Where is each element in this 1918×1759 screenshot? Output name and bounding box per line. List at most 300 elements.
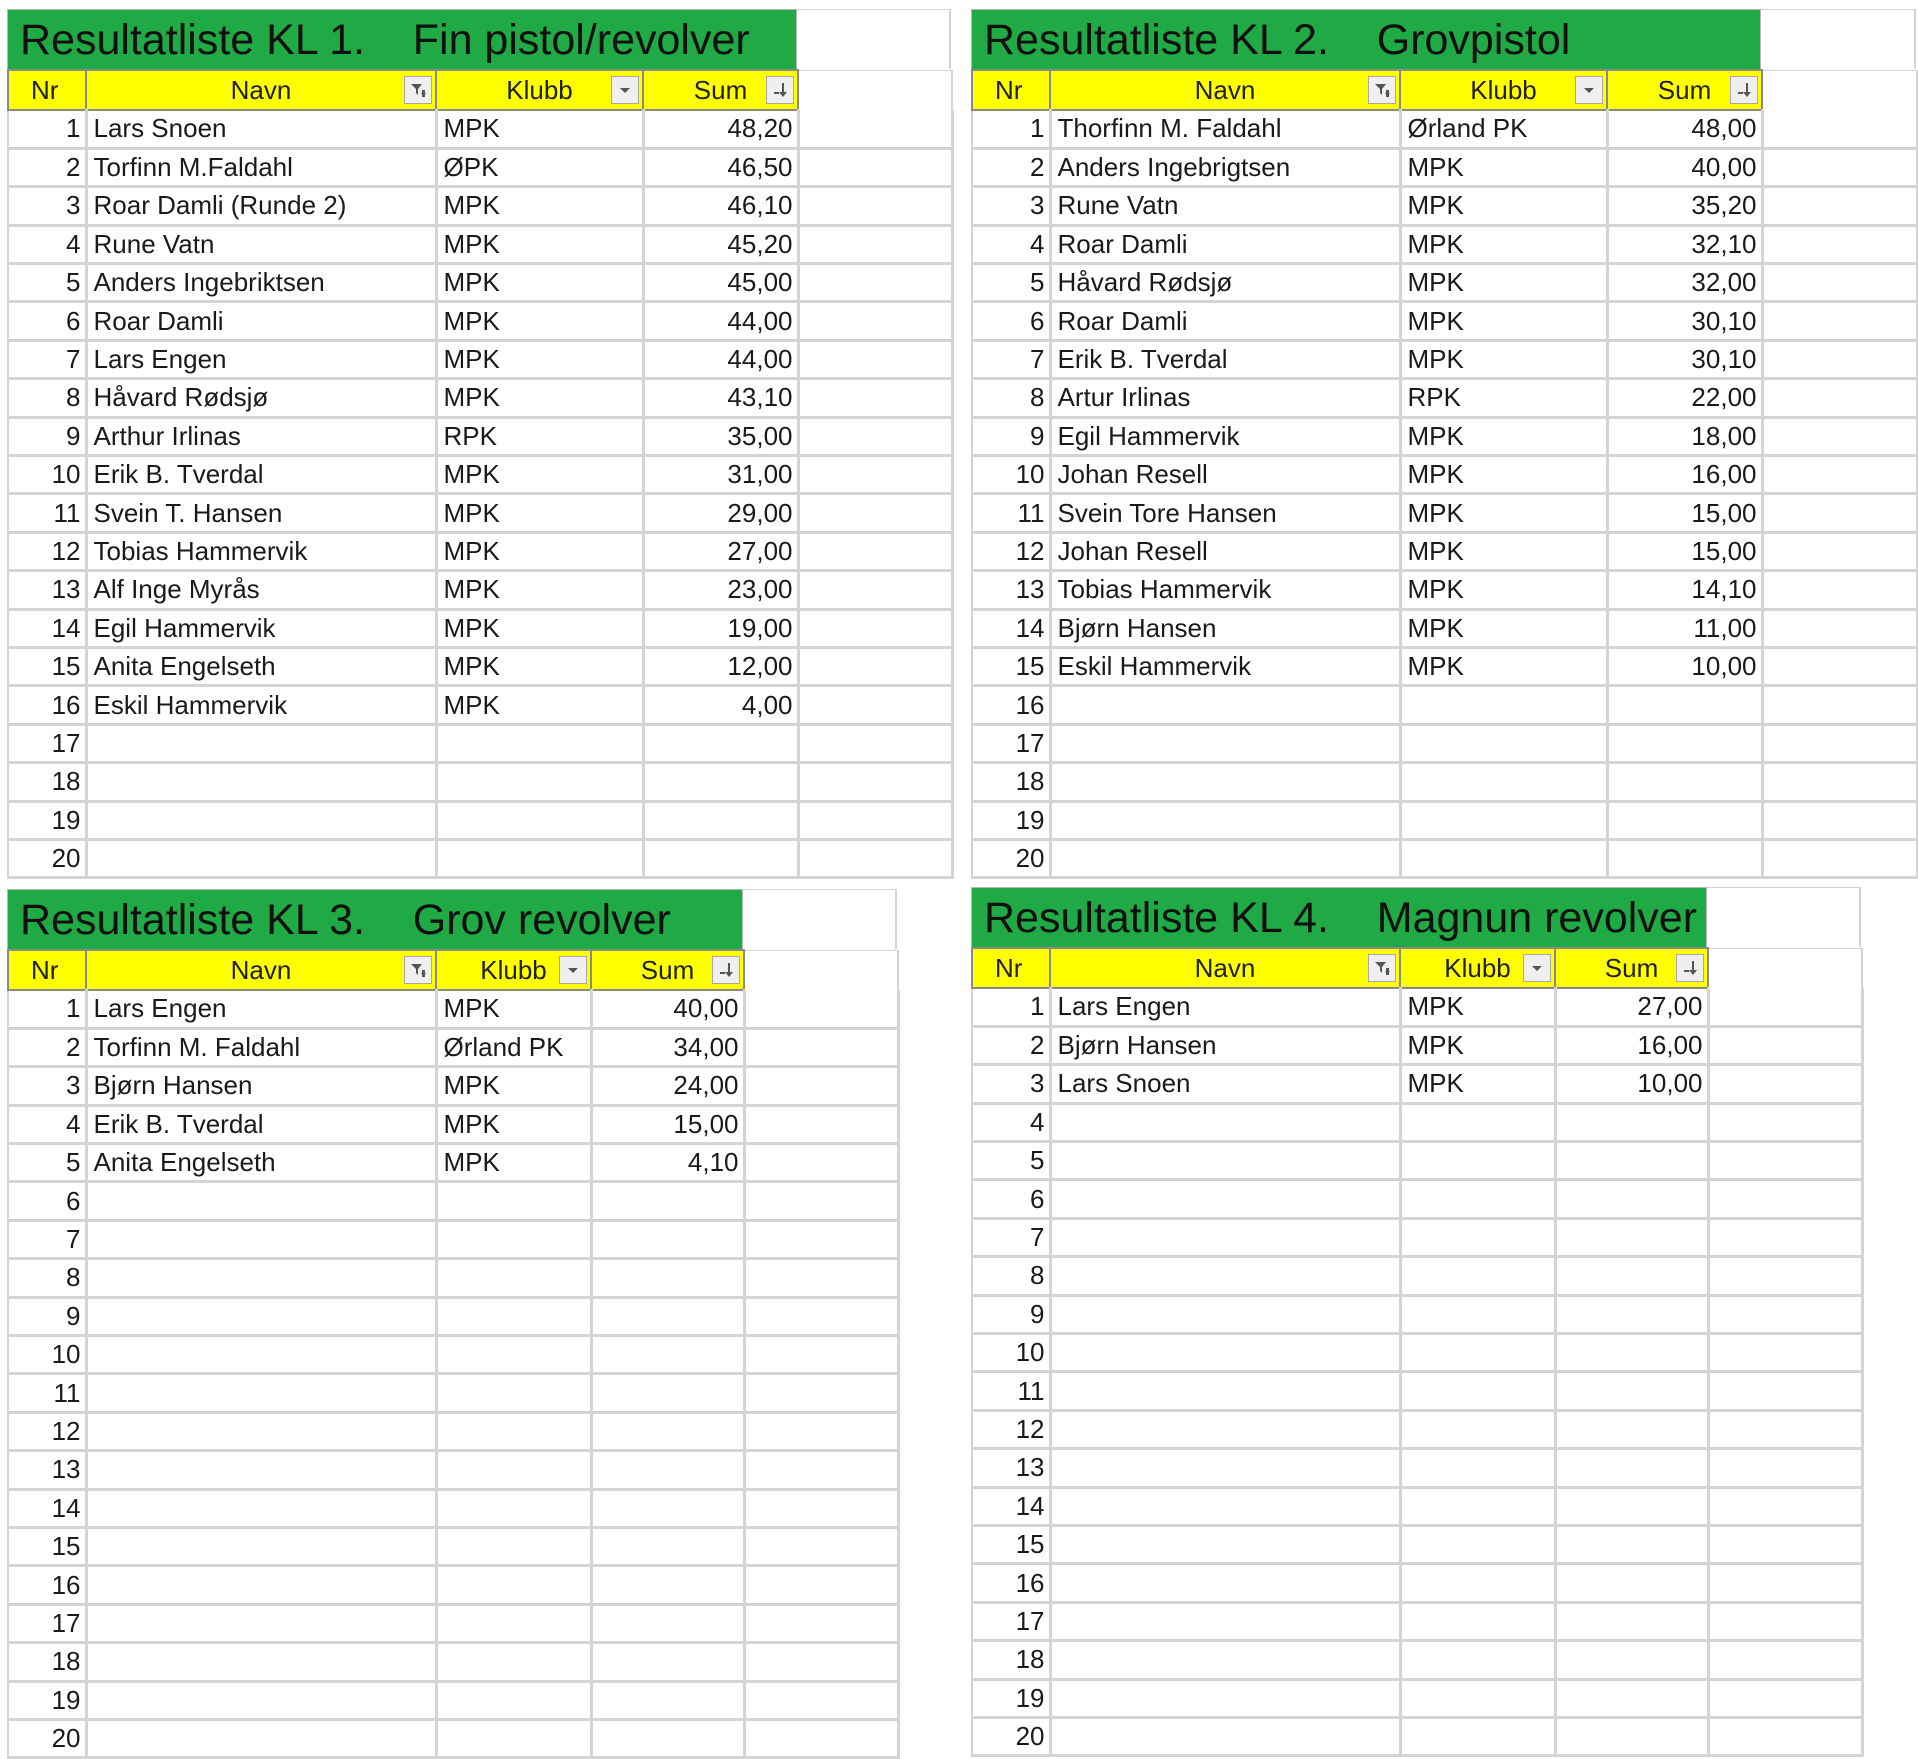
empty-cell[interactable]	[744, 1259, 898, 1297]
sum-cell[interactable]: 24,00	[591, 1067, 744, 1105]
sum-cell[interactable]	[1555, 1295, 1708, 1333]
klubb-cell[interactable]: MPK	[1400, 417, 1607, 455]
sum-cell[interactable]	[1555, 1257, 1708, 1295]
rank-cell[interactable]: 8	[8, 1259, 86, 1297]
sum-cell[interactable]	[591, 1259, 744, 1297]
empty-cell[interactable]	[1762, 110, 1917, 148]
sort-descending-button[interactable]	[1730, 76, 1758, 104]
sum-cell[interactable]: 46,50	[643, 148, 798, 186]
sum-cell[interactable]	[1555, 1564, 1708, 1602]
empty-cell[interactable]	[798, 379, 952, 417]
klubb-cell[interactable]: Ørland PK	[1400, 110, 1607, 148]
rank-cell[interactable]: 5	[8, 1144, 86, 1182]
rank-cell[interactable]: 14	[8, 609, 86, 647]
rank-cell[interactable]: 9	[8, 1297, 86, 1335]
empty-cell[interactable]	[1762, 609, 1917, 647]
klubb-cell[interactable]: MPK	[436, 187, 643, 225]
navn-cell[interactable]	[86, 1297, 436, 1335]
navn-cell[interactable]	[86, 1643, 436, 1681]
klubb-cell[interactable]	[436, 724, 643, 762]
rank-cell[interactable]: 3	[972, 187, 1050, 225]
navn-cell[interactable]	[86, 1182, 436, 1220]
rank-cell[interactable]: 3	[972, 1065, 1050, 1103]
rank-cell[interactable]: 7	[8, 1220, 86, 1258]
empty-cell[interactable]	[797, 9, 951, 69]
empty-cell[interactable]	[1708, 1564, 1862, 1602]
empty-cell[interactable]	[798, 686, 952, 724]
rank-cell[interactable]: 6	[8, 1182, 86, 1220]
navn-cell[interactable]	[1050, 1334, 1400, 1372]
klubb-cell[interactable]	[436, 801, 643, 839]
klubb-cell[interactable]	[1400, 1602, 1555, 1640]
empty-cell[interactable]	[1762, 647, 1917, 685]
klubb-cell[interactable]: MPK	[1400, 532, 1607, 570]
klubb-cell[interactable]: MPK	[436, 379, 643, 417]
rank-cell[interactable]: 12	[8, 532, 86, 570]
rank-cell[interactable]: 8	[8, 379, 86, 417]
navn-cell[interactable]: Thorfinn M. Faldahl	[1050, 110, 1400, 148]
empty-cell[interactable]	[744, 1681, 898, 1719]
navn-cell[interactable]	[86, 1374, 436, 1412]
navn-cell[interactable]: Alf Inge Myrås	[86, 571, 436, 609]
sum-cell[interactable]	[1607, 763, 1762, 801]
sum-cell[interactable]: 15,00	[1607, 532, 1762, 570]
navn-cell[interactable]: Rune Vatn	[86, 225, 436, 263]
empty-cell[interactable]	[743, 889, 897, 949]
navn-cell[interactable]	[86, 839, 436, 877]
rank-cell[interactable]: 3	[8, 1067, 86, 1105]
navn-cell[interactable]: Erik B. Tverdal	[86, 456, 436, 494]
empty-cell[interactable]	[798, 647, 952, 685]
klubb-cell[interactable]: Ørland PK	[436, 1028, 591, 1066]
sum-cell[interactable]	[1555, 1449, 1708, 1487]
navn-cell[interactable]: Erik B. Tverdal	[86, 1105, 436, 1143]
sum-cell[interactable]	[1555, 1525, 1708, 1563]
klubb-cell[interactable]	[1400, 1525, 1555, 1563]
sum-cell[interactable]: 30,10	[1607, 302, 1762, 340]
rank-cell[interactable]: 4	[8, 225, 86, 263]
sum-cell[interactable]: 46,10	[643, 187, 798, 225]
rank-cell[interactable]: 9	[972, 1295, 1050, 1333]
klubb-cell[interactable]: MPK	[1400, 148, 1607, 186]
sum-cell[interactable]: 30,10	[1607, 340, 1762, 378]
navn-cell[interactable]	[1050, 1180, 1400, 1218]
sum-cell[interactable]: 16,00	[1607, 456, 1762, 494]
rank-cell[interactable]: 2	[8, 1028, 86, 1066]
sum-cell[interactable]	[591, 1451, 744, 1489]
navn-cell[interactable]: Roar Damli	[1050, 302, 1400, 340]
empty-cell[interactable]	[1762, 494, 1917, 532]
sum-cell[interactable]	[591, 1719, 744, 1757]
empty-cell[interactable]	[798, 801, 952, 839]
klubb-cell[interactable]: MPK	[436, 302, 643, 340]
sum-cell[interactable]	[643, 724, 798, 762]
navn-cell[interactable]: Johan Resell	[1050, 532, 1400, 570]
rank-cell[interactable]: 4	[972, 1103, 1050, 1141]
klubb-cell[interactable]	[436, 839, 643, 877]
rank-cell[interactable]: 15	[972, 1525, 1050, 1563]
rank-cell[interactable]: 10	[972, 456, 1050, 494]
rank-cell[interactable]: 18	[8, 763, 86, 801]
navn-cell[interactable]	[86, 1451, 436, 1489]
rank-cell[interactable]: 4	[972, 225, 1050, 263]
sum-cell[interactable]: 15,00	[1607, 494, 1762, 532]
rank-cell[interactable]: 18	[972, 763, 1050, 801]
filter-button[interactable]	[1368, 76, 1396, 104]
empty-cell[interactable]	[744, 1566, 898, 1604]
rank-cell[interactable]: 8	[972, 1257, 1050, 1295]
navn-cell[interactable]	[86, 1566, 436, 1604]
klubb-cell[interactable]	[436, 1681, 591, 1719]
rank-cell[interactable]: 19	[8, 1681, 86, 1719]
empty-cell[interactable]	[1708, 1679, 1862, 1717]
navn-cell[interactable]	[1050, 1487, 1400, 1525]
navn-cell[interactable]: Anders Ingebrigtsen	[1050, 148, 1400, 186]
sum-cell[interactable]: 32,10	[1607, 225, 1762, 263]
empty-cell[interactable]	[744, 1374, 898, 1412]
rank-cell[interactable]: 18	[972, 1641, 1050, 1679]
navn-cell[interactable]	[1050, 1218, 1400, 1256]
sum-cell[interactable]	[1555, 1679, 1708, 1717]
empty-cell[interactable]	[744, 1604, 898, 1642]
empty-cell[interactable]	[798, 456, 952, 494]
klubb-cell[interactable]	[1400, 1295, 1555, 1333]
empty-cell[interactable]	[1708, 1410, 1862, 1448]
navn-cell[interactable]	[86, 1527, 436, 1565]
klubb-cell[interactable]	[436, 1336, 591, 1374]
dropdown-arrow-button[interactable]	[1575, 76, 1603, 104]
rank-cell[interactable]: 2	[972, 1026, 1050, 1064]
sum-cell[interactable]: 44,00	[643, 302, 798, 340]
klubb-cell[interactable]	[1400, 839, 1607, 877]
empty-cell[interactable]	[798, 532, 952, 570]
klubb-cell[interactable]	[1400, 1449, 1555, 1487]
empty-cell[interactable]	[1708, 1602, 1862, 1640]
empty-cell[interactable]	[1708, 1026, 1862, 1064]
empty-cell[interactable]	[1708, 1372, 1862, 1410]
empty-cell[interactable]	[1762, 302, 1917, 340]
klubb-cell[interactable]	[436, 1566, 591, 1604]
rank-cell[interactable]: 15	[8, 647, 86, 685]
navn-cell[interactable]	[1050, 1142, 1400, 1180]
navn-cell[interactable]: Bjørn Hansen	[1050, 609, 1400, 647]
sum-cell[interactable]	[591, 1566, 744, 1604]
navn-cell[interactable]: Torfinn M. Faldahl	[86, 1028, 436, 1066]
rank-cell[interactable]: 13	[972, 1449, 1050, 1487]
empty-cell[interactable]	[1708, 1334, 1862, 1372]
navn-cell[interactable]	[1050, 1641, 1400, 1679]
navn-cell[interactable]: Lars Snoen	[1050, 1065, 1400, 1103]
sum-cell[interactable]	[591, 1643, 744, 1681]
empty-cell[interactable]	[1761, 9, 1916, 69]
empty-cell[interactable]	[798, 763, 952, 801]
empty-cell[interactable]	[1762, 379, 1917, 417]
rank-cell[interactable]: 2	[8, 148, 86, 186]
klubb-cell[interactable]: MPK	[436, 990, 591, 1028]
empty-cell[interactable]	[798, 340, 952, 378]
klubb-cell[interactable]: MPK	[1400, 187, 1607, 225]
navn-cell[interactable]: Håvard Rødsjø	[1050, 264, 1400, 302]
klubb-cell[interactable]	[436, 1527, 591, 1565]
rank-cell[interactable]: 9	[8, 417, 86, 455]
rank-cell[interactable]: 20	[972, 839, 1050, 877]
sum-cell[interactable]: 27,00	[1555, 988, 1708, 1026]
navn-cell[interactable]	[86, 1604, 436, 1642]
empty-cell[interactable]	[1708, 1257, 1862, 1295]
rank-cell[interactable]: 19	[972, 801, 1050, 839]
rank-cell[interactable]: 13	[972, 571, 1050, 609]
navn-cell[interactable]: Tobias Hammervik	[1050, 571, 1400, 609]
klubb-cell[interactable]	[1400, 686, 1607, 724]
empty-cell[interactable]	[798, 571, 952, 609]
klubb-cell[interactable]	[1400, 801, 1607, 839]
empty-cell[interactable]	[744, 1220, 898, 1258]
rank-cell[interactable]: 7	[972, 1218, 1050, 1256]
sum-cell[interactable]: 11,00	[1607, 609, 1762, 647]
klubb-cell[interactable]	[436, 1259, 591, 1297]
klubb-cell[interactable]	[436, 1643, 591, 1681]
klubb-cell[interactable]: MPK	[436, 1144, 591, 1182]
navn-cell[interactable]	[1050, 1372, 1400, 1410]
klubb-cell[interactable]	[1400, 1142, 1555, 1180]
navn-cell[interactable]: Roar Damli	[86, 302, 436, 340]
sum-cell[interactable]	[591, 1604, 744, 1642]
sum-cell[interactable]	[591, 1182, 744, 1220]
navn-cell[interactable]: Egil Hammervik	[86, 609, 436, 647]
sum-cell[interactable]	[1607, 724, 1762, 762]
klubb-cell[interactable]: MPK	[1400, 1026, 1555, 1064]
klubb-cell[interactable]: MPK	[436, 686, 643, 724]
empty-cell[interactable]	[744, 1144, 898, 1182]
sum-cell[interactable]	[591, 1220, 744, 1258]
sum-cell[interactable]	[1555, 1717, 1708, 1755]
klubb-cell[interactable]	[1400, 1103, 1555, 1141]
rank-cell[interactable]: 17	[972, 1602, 1050, 1640]
rank-cell[interactable]: 15	[8, 1527, 86, 1565]
rank-cell[interactable]: 10	[8, 1336, 86, 1374]
klubb-cell[interactable]: MPK	[436, 340, 643, 378]
empty-cell[interactable]	[1708, 1487, 1862, 1525]
navn-cell[interactable]: Anita Engelseth	[86, 1144, 436, 1182]
klubb-cell[interactable]: RPK	[436, 417, 643, 455]
empty-cell[interactable]	[1708, 1218, 1862, 1256]
klubb-cell[interactable]	[1400, 1487, 1555, 1525]
sum-cell[interactable]: 48,20	[643, 110, 798, 148]
navn-cell[interactable]	[86, 1259, 436, 1297]
rank-cell[interactable]: 13	[8, 1451, 86, 1489]
sum-cell[interactable]: 23,00	[643, 571, 798, 609]
sum-cell[interactable]: 18,00	[1607, 417, 1762, 455]
empty-cell[interactable]	[1708, 1180, 1862, 1218]
klubb-cell[interactable]: MPK	[1400, 494, 1607, 532]
rank-cell[interactable]: 7	[972, 340, 1050, 378]
sum-cell[interactable]	[1607, 686, 1762, 724]
navn-cell[interactable]: Svein Tore Hansen	[1050, 494, 1400, 532]
rank-cell[interactable]: 10	[8, 456, 86, 494]
rank-cell[interactable]: 6	[8, 302, 86, 340]
rank-cell[interactable]: 18	[8, 1643, 86, 1681]
sum-cell[interactable]	[1607, 839, 1762, 877]
klubb-cell[interactable]	[1400, 1257, 1555, 1295]
rank-cell[interactable]: 13	[8, 571, 86, 609]
empty-cell[interactable]	[744, 1297, 898, 1335]
navn-cell[interactable]: Artur Irlinas	[1050, 379, 1400, 417]
rank-cell[interactable]: 8	[972, 379, 1050, 417]
sort-descending-button[interactable]	[1676, 954, 1704, 982]
klubb-cell[interactable]	[1400, 724, 1607, 762]
empty-cell[interactable]	[798, 148, 952, 186]
rank-cell[interactable]: 4	[8, 1105, 86, 1143]
navn-cell[interactable]	[86, 801, 436, 839]
klubb-cell[interactable]: MPK	[1400, 1065, 1555, 1103]
klubb-cell[interactable]: MPK	[436, 456, 643, 494]
empty-cell[interactable]	[744, 1719, 898, 1757]
empty-cell[interactable]	[1708, 1449, 1862, 1487]
navn-cell[interactable]: Lars Engen	[1050, 988, 1400, 1026]
empty-cell[interactable]	[798, 264, 952, 302]
sum-cell[interactable]	[1555, 1142, 1708, 1180]
klubb-cell[interactable]: MPK	[1400, 647, 1607, 685]
navn-cell[interactable]	[86, 1719, 436, 1757]
sum-cell[interactable]: 32,00	[1607, 264, 1762, 302]
klubb-cell[interactable]: MPK	[1400, 456, 1607, 494]
filter-button[interactable]	[1368, 954, 1396, 982]
navn-cell[interactable]	[1050, 1295, 1400, 1333]
navn-cell[interactable]	[86, 1489, 436, 1527]
rank-cell[interactable]: 16	[972, 1564, 1050, 1602]
empty-cell[interactable]	[798, 839, 952, 877]
navn-cell[interactable]: Arthur Irlinas	[86, 417, 436, 455]
sum-cell[interactable]: 40,00	[1607, 148, 1762, 186]
rank-cell[interactable]: 7	[8, 340, 86, 378]
navn-cell[interactable]: Tobias Hammervik	[86, 532, 436, 570]
sort-descending-button[interactable]	[712, 956, 740, 984]
klubb-cell[interactable]: MPK	[436, 647, 643, 685]
navn-cell[interactable]	[1050, 801, 1400, 839]
sum-cell[interactable]: 10,00	[1555, 1065, 1708, 1103]
navn-cell[interactable]	[1050, 839, 1400, 877]
sum-cell[interactable]: 43,10	[643, 379, 798, 417]
sum-cell[interactable]	[1555, 1180, 1708, 1218]
klubb-cell[interactable]: MPK	[436, 110, 643, 148]
klubb-cell[interactable]: MPK	[436, 494, 643, 532]
navn-cell[interactable]	[1050, 1602, 1400, 1640]
rank-cell[interactable]: 20	[8, 1719, 86, 1757]
sum-cell[interactable]	[1555, 1602, 1708, 1640]
sum-cell[interactable]	[591, 1681, 744, 1719]
empty-cell[interactable]	[1708, 1103, 1862, 1141]
sum-cell[interactable]: 35,00	[643, 417, 798, 455]
empty-cell[interactable]	[1707, 887, 1861, 947]
sum-cell[interactable]: 22,00	[1607, 379, 1762, 417]
klubb-cell[interactable]: MPK	[436, 1067, 591, 1105]
klubb-cell[interactable]	[436, 1374, 591, 1412]
sum-cell[interactable]: 40,00	[591, 990, 744, 1028]
rank-cell[interactable]: 17	[972, 724, 1050, 762]
navn-cell[interactable]: Anders Ingebriktsen	[86, 264, 436, 302]
sum-cell[interactable]: 34,00	[591, 1028, 744, 1066]
navn-cell[interactable]: Eskil Hammervik	[1050, 647, 1400, 685]
navn-cell[interactable]	[1050, 1103, 1400, 1141]
empty-cell[interactable]	[744, 950, 898, 990]
navn-cell[interactable]: Håvard Rødsjø	[86, 379, 436, 417]
navn-cell[interactable]	[86, 724, 436, 762]
sum-cell[interactable]: 12,00	[643, 647, 798, 685]
sum-cell[interactable]: 44,00	[643, 340, 798, 378]
navn-cell[interactable]	[1050, 1449, 1400, 1487]
klubb-cell[interactable]: MPK	[1400, 609, 1607, 647]
klubb-cell[interactable]	[1400, 1180, 1555, 1218]
sum-cell[interactable]: 15,00	[591, 1105, 744, 1143]
empty-cell[interactable]	[1708, 948, 1862, 988]
empty-cell[interactable]	[1762, 724, 1917, 762]
empty-cell[interactable]	[798, 70, 952, 110]
empty-cell[interactable]	[744, 1105, 898, 1143]
klubb-cell[interactable]	[436, 1451, 591, 1489]
empty-cell[interactable]	[1708, 988, 1862, 1026]
sum-cell[interactable]: 14,10	[1607, 571, 1762, 609]
navn-cell[interactable]: Lars Engen	[86, 340, 436, 378]
rank-cell[interactable]: 9	[972, 417, 1050, 455]
sort-descending-button[interactable]	[766, 76, 794, 104]
empty-cell[interactable]	[798, 225, 952, 263]
rank-cell[interactable]: 16	[972, 686, 1050, 724]
empty-cell[interactable]	[1762, 340, 1917, 378]
sum-cell[interactable]: 4,00	[643, 686, 798, 724]
navn-cell[interactable]: Roar Damli	[1050, 225, 1400, 263]
empty-cell[interactable]	[798, 609, 952, 647]
navn-cell[interactable]: Erik B. Tverdal	[1050, 340, 1400, 378]
rank-cell[interactable]: 10	[972, 1334, 1050, 1372]
empty-cell[interactable]	[798, 417, 952, 455]
rank-cell[interactable]: 2	[972, 148, 1050, 186]
rank-cell[interactable]: 12	[972, 532, 1050, 570]
sum-cell[interactable]	[591, 1297, 744, 1335]
sum-cell[interactable]	[1607, 801, 1762, 839]
klubb-cell[interactable]: MPK	[1400, 264, 1607, 302]
navn-cell[interactable]	[1050, 763, 1400, 801]
sum-cell[interactable]: 4,10	[591, 1144, 744, 1182]
sum-cell[interactable]: 35,20	[1607, 187, 1762, 225]
empty-cell[interactable]	[1708, 1142, 1862, 1180]
empty-cell[interactable]	[1708, 1717, 1862, 1755]
navn-cell[interactable]: Lars Engen	[86, 990, 436, 1028]
klubb-cell[interactable]: MPK	[436, 264, 643, 302]
sum-cell[interactable]: 31,00	[643, 456, 798, 494]
empty-cell[interactable]	[1762, 839, 1917, 877]
sum-cell[interactable]	[643, 801, 798, 839]
empty-cell[interactable]	[1762, 686, 1917, 724]
sum-cell[interactable]	[1555, 1641, 1708, 1679]
navn-cell[interactable]	[1050, 1679, 1400, 1717]
rank-cell[interactable]: 6	[972, 302, 1050, 340]
empty-cell[interactable]	[798, 724, 952, 762]
rank-cell[interactable]: 11	[972, 494, 1050, 532]
empty-cell[interactable]	[1708, 1065, 1862, 1103]
klubb-cell[interactable]	[436, 1182, 591, 1220]
rank-cell[interactable]: 15	[972, 647, 1050, 685]
rank-cell[interactable]: 17	[8, 724, 86, 762]
sum-cell[interactable]	[591, 1412, 744, 1450]
navn-cell[interactable]	[1050, 1410, 1400, 1448]
klubb-cell[interactable]	[1400, 1372, 1555, 1410]
empty-cell[interactable]	[744, 1182, 898, 1220]
navn-cell[interactable]	[86, 763, 436, 801]
klubb-cell[interactable]	[436, 763, 643, 801]
rank-cell[interactable]: 17	[8, 1604, 86, 1642]
empty-cell[interactable]	[1708, 1295, 1862, 1333]
sum-cell[interactable]	[1555, 1410, 1708, 1448]
